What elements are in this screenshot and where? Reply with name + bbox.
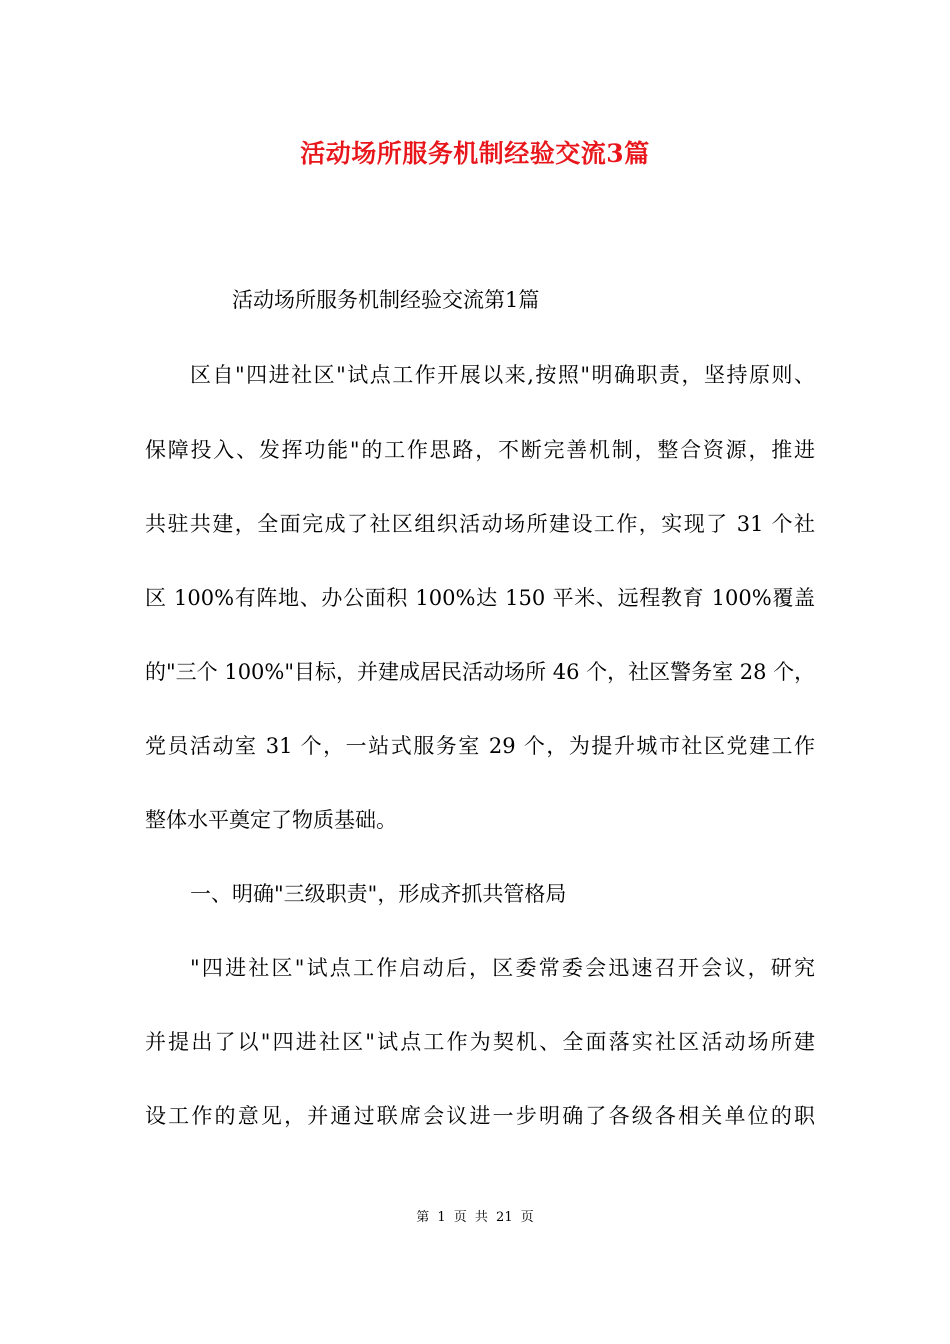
subheading: 一、明确"三级职责"，形成齐抓共管格局 — [190, 882, 567, 906]
paragraph-line: 的"三个 100%"目标，并建成居民活动场所 46 个，社区警务室 28 个， — [145, 660, 815, 684]
paragraph-line: 区自"四进社区"试点工作开展以来,按照"明确职责，坚持原则、 — [190, 363, 815, 387]
document-title: 活动场所服务机制经验交流3篇 — [300, 139, 650, 168]
page-number-footer: 第 1 页 共 21 页 — [416, 1210, 534, 1225]
section-heading: 活动场所服务机制经验交流第1篇 — [232, 288, 540, 312]
paragraph-line: 整体水平奠定了物质基础。 — [145, 808, 397, 832]
paragraph-line: 共驻共建，全面完成了社区组织活动场所建设工作，实现了 31 个社 — [145, 512, 815, 536]
paragraph-line: 区 100%有阵地、办公面积 100%达 150 平米、远程教育 100%覆盖 — [145, 586, 815, 610]
paragraph-line: 党员活动室 31 个，一站式服务室 29 个，为提升城市社区党建工作 — [145, 734, 815, 758]
paragraph-line: "四进社区"试点工作启动后，区委常委会迅速召开会议，研究 — [190, 956, 815, 980]
paragraph-line: 并提出了以"四进社区"试点工作为契机、全面落实社区活动场所建 — [145, 1030, 815, 1054]
paragraph-line: 设工作的意见，并通过联席会议进一步明确了各级各相关单位的职 — [145, 1104, 815, 1128]
paragraph-line: 保障投入、发挥功能"的工作思路，不断完善机制，整合资源，推进 — [145, 438, 815, 462]
